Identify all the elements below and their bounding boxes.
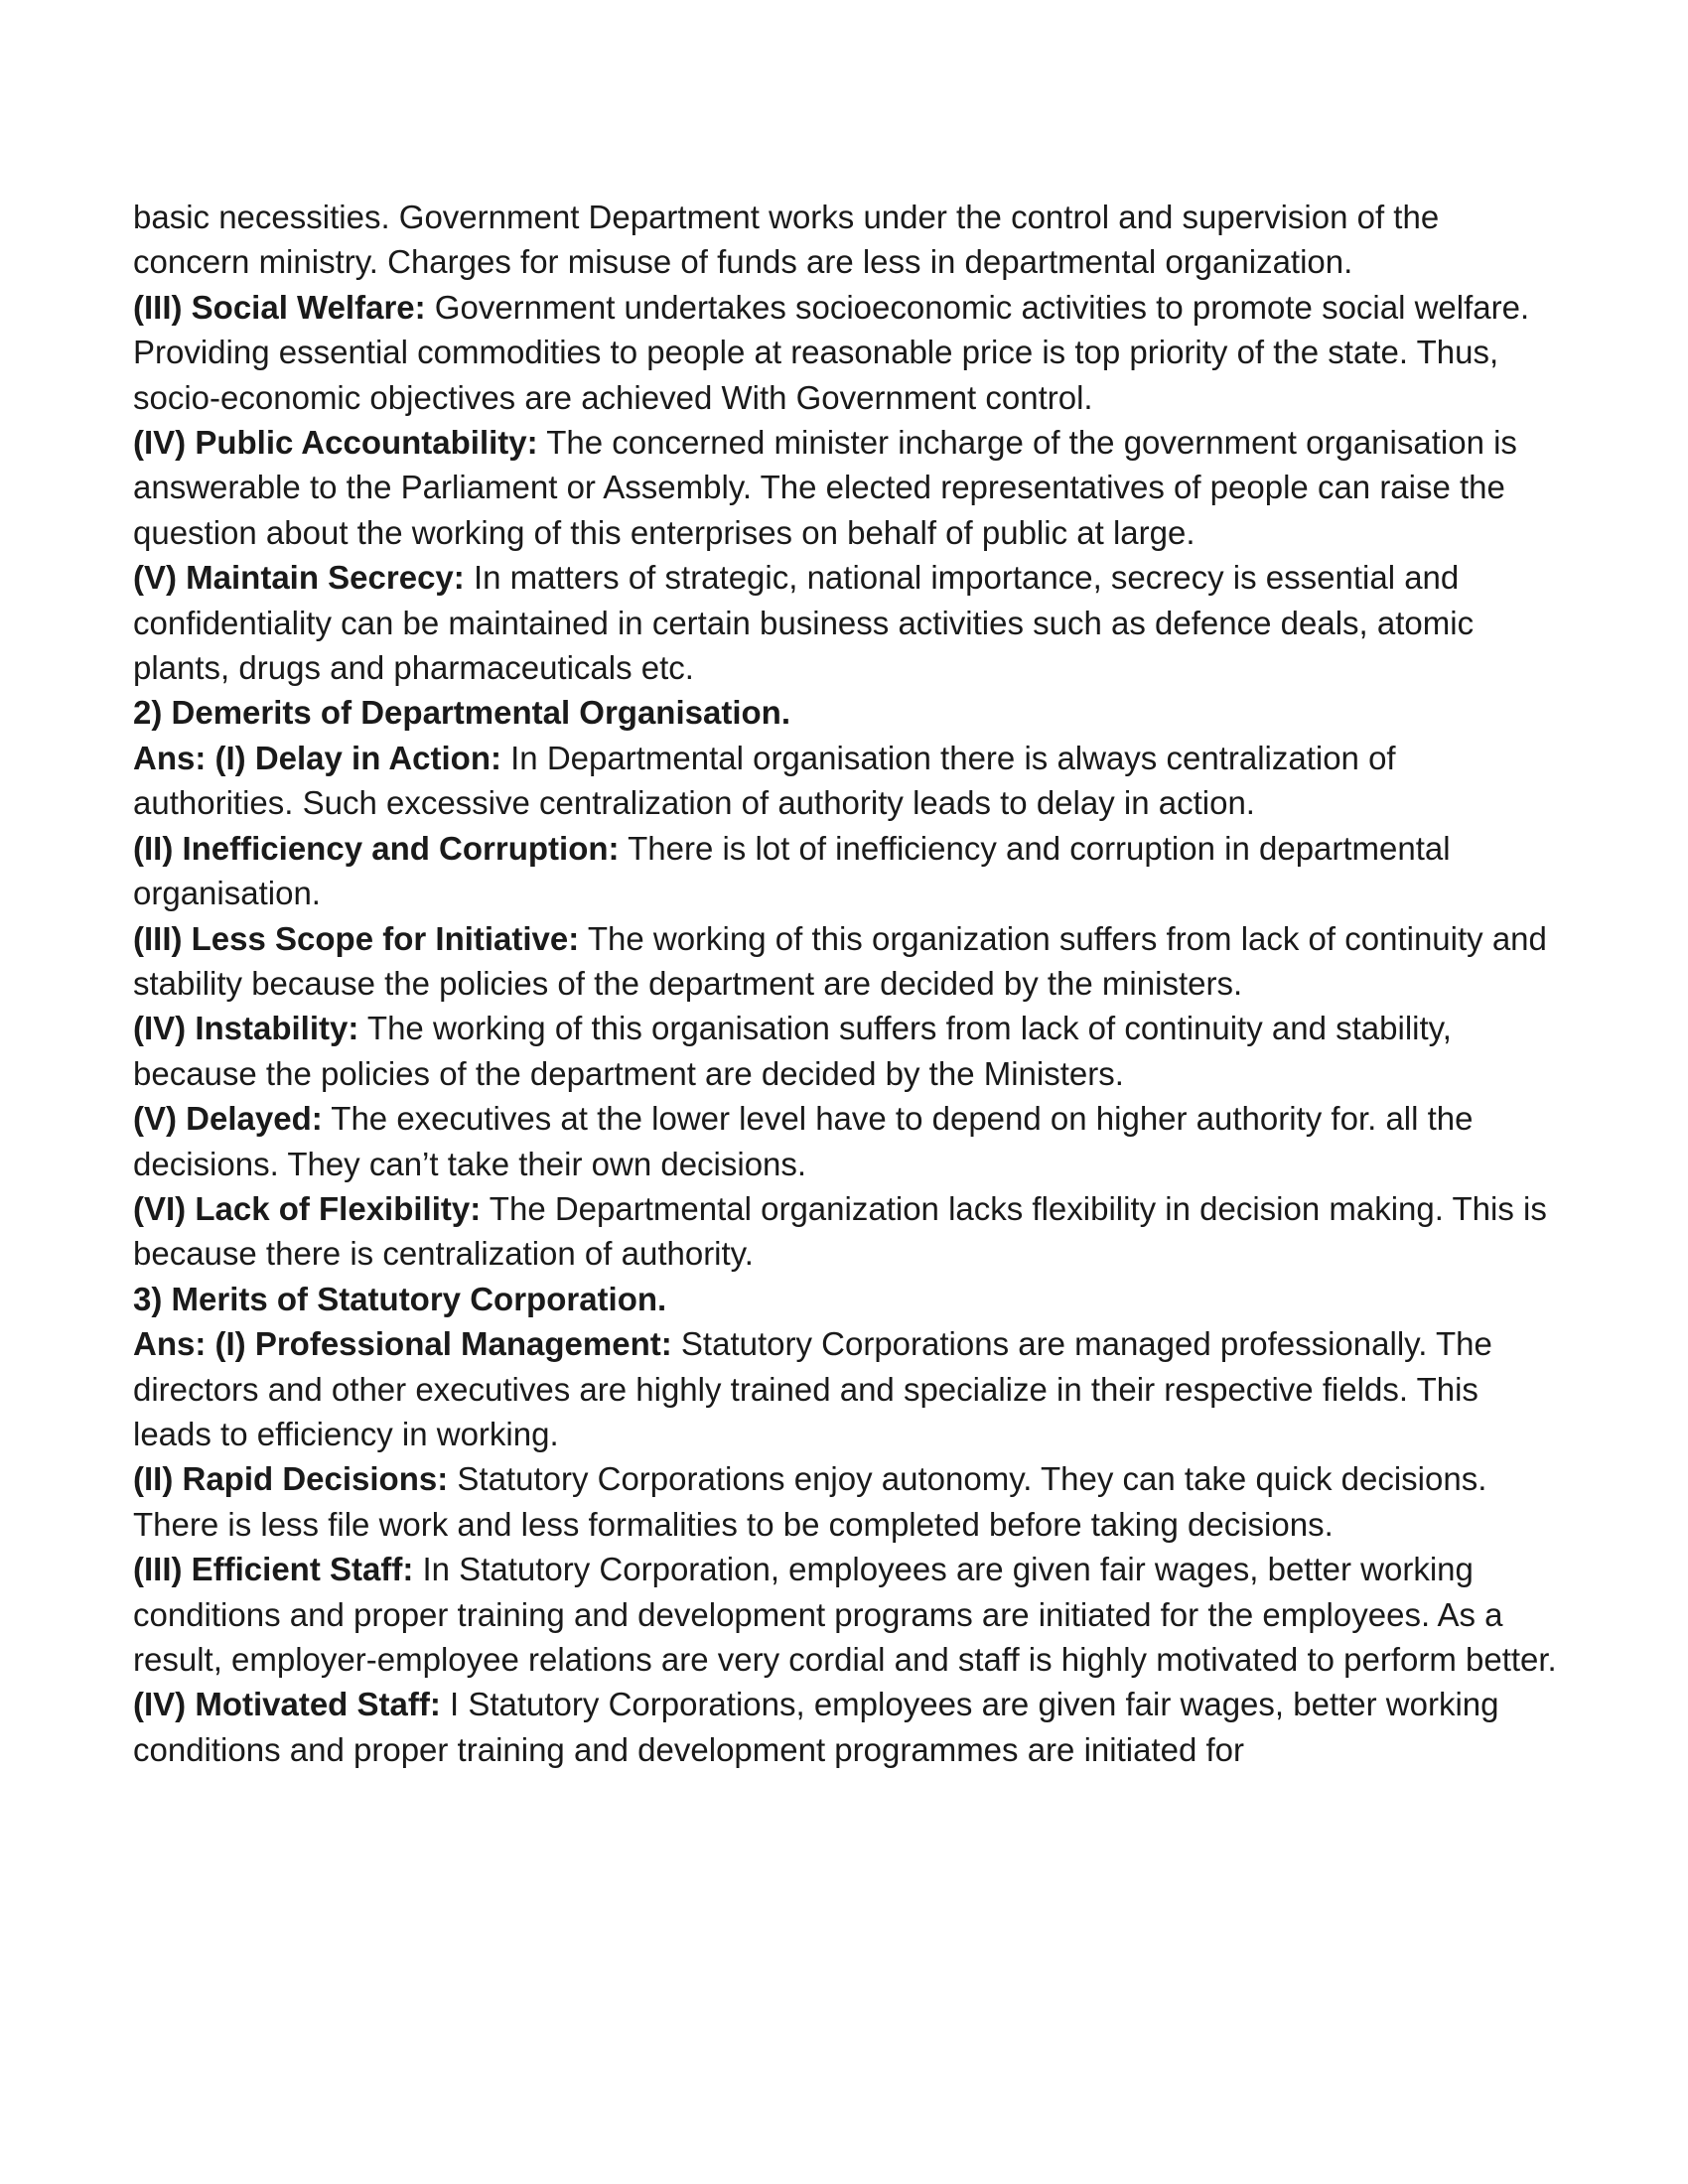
paragraph-inefficiency [133,826,1563,916]
paragraph-text: The working of this organisation suffers from lack of continuity and stability, because the policies of the department are decided by the Ministers. [133,1010,1452,1092]
paragraph-heading: (III) Social Welfare: [133,288,426,326]
paragraph-intro [133,195,1563,285]
section-heading-demerits [133,690,1563,735]
paragraph-motivated-staff [133,1682,1563,1772]
document-page [133,195,1563,1772]
paragraph-text: I Statutory Corporations, employees are given fair wages, better working conditions and proper training and development programmes are initiated for [133,1686,1499,1768]
paragraph-delay-in-action [133,736,1563,826]
paragraph-social-welfare [133,285,1563,420]
paragraph-heading: (IV) Instability: [133,1010,359,1047]
paragraph-text: The working of this organization suffers from lack of continuity and stability because the policies of the department are decided by the ministers. [133,919,1547,1002]
paragraph-text: Government undertakes socioeconomic activities to promote social welfare. Providing essential commodities to people at reasonable price is top priority of the state. Thus, socio-economic objectives are achieved With Government control. [133,288,1530,416]
paragraph-text: There is lot of inefficiency and corruption in departmental organisation. [133,829,1451,912]
paragraph-efficient-staff [133,1547,1563,1682]
paragraph-public-accountability [133,420,1563,555]
paragraph-text: The executives at the lower level have to depend on higher authority for. all the decisions. They can’t take their own decisions. [133,1100,1474,1182]
paragraph-text: In matters of strategic, national importance, secrecy is essential and confidentiality can be maintained in certain business activities such as defence deals, atomic plants, drugs and pharmaceuticals etc. [133,559,1475,687]
paragraph-heading: (IV) Motivated Staff: [133,1686,441,1723]
paragraph-heading: (V) Maintain Secrecy: [133,559,465,597]
section-heading: 3) Merits of Statutory Corporation. [133,1280,667,1317]
paragraph-text: Statutory Corporations enjoy autonomy. They can take quick decisions. There is less file work and less formalities to be completed before taking decisions. [133,1460,1487,1543]
section-heading: 2) Demerits of Departmental Organisation. [133,694,790,732]
paragraph-text: The concerned minister incharge of the government organisation is answerable to the Parliament or Assembly. The elected representatives of people can raise the question about the working of this enterprises on behalf of public at large. [133,424,1517,551]
paragraph-rapid-decisions [133,1456,1563,1547]
paragraph-heading: (V) Delayed: [133,1100,323,1138]
paragraph-delayed [133,1096,1563,1186]
paragraph-instability [133,1006,1563,1096]
section-heading-merits [133,1277,1563,1321]
paragraph-heading: Ans: (I) Professional Management: [133,1325,672,1363]
paragraph-heading: (III) Efficient Staff: [133,1551,414,1588]
paragraph-heading: (III) Less Scope for Initiative: [133,919,580,957]
paragraph-heading: (II) Inefficiency and Corruption: [133,829,620,867]
paragraph-less-scope [133,916,1563,1007]
paragraph-text: Statutory Corporations are managed professionally. The directors and other executives are highly trained and specialize in their respective fields. This leads to efficiency in working. [133,1325,1492,1452]
paragraph-text: The Departmental organization lacks flexibility in decision making. This is because there is centralization of authority. [133,1189,1547,1273]
paragraph-heading: (II) Rapid Decisions: [133,1460,449,1498]
paragraph-heading: (IV) Public Accountability: [133,424,538,462]
paragraph-text: basic necessities. Government Department works under the control and supervision of the concern ministry. Charges for misuse of funds are less in departmental organization. [133,199,1440,281]
paragraph-lack-of-flexibility [133,1186,1563,1277]
paragraph-heading: (VI) Lack of Flexibility: [133,1189,482,1227]
paragraph-maintain-secrecy [133,555,1563,690]
paragraph-professional-management [133,1321,1563,1456]
paragraph-heading: Ans: (I) Delay in Action: [133,739,501,776]
paragraph-text: In Departmental organisation there is always centralization of authorities. Such excessive centralization of authority leads to delay in action. [133,739,1396,822]
paragraph-text: In Statutory Corporation, employees are given fair wages, better working conditions and proper training and development programs are initiated for the employees. As a result, employer-employee relations are very cordial and staff is highly motivated to perform better. [133,1551,1557,1678]
